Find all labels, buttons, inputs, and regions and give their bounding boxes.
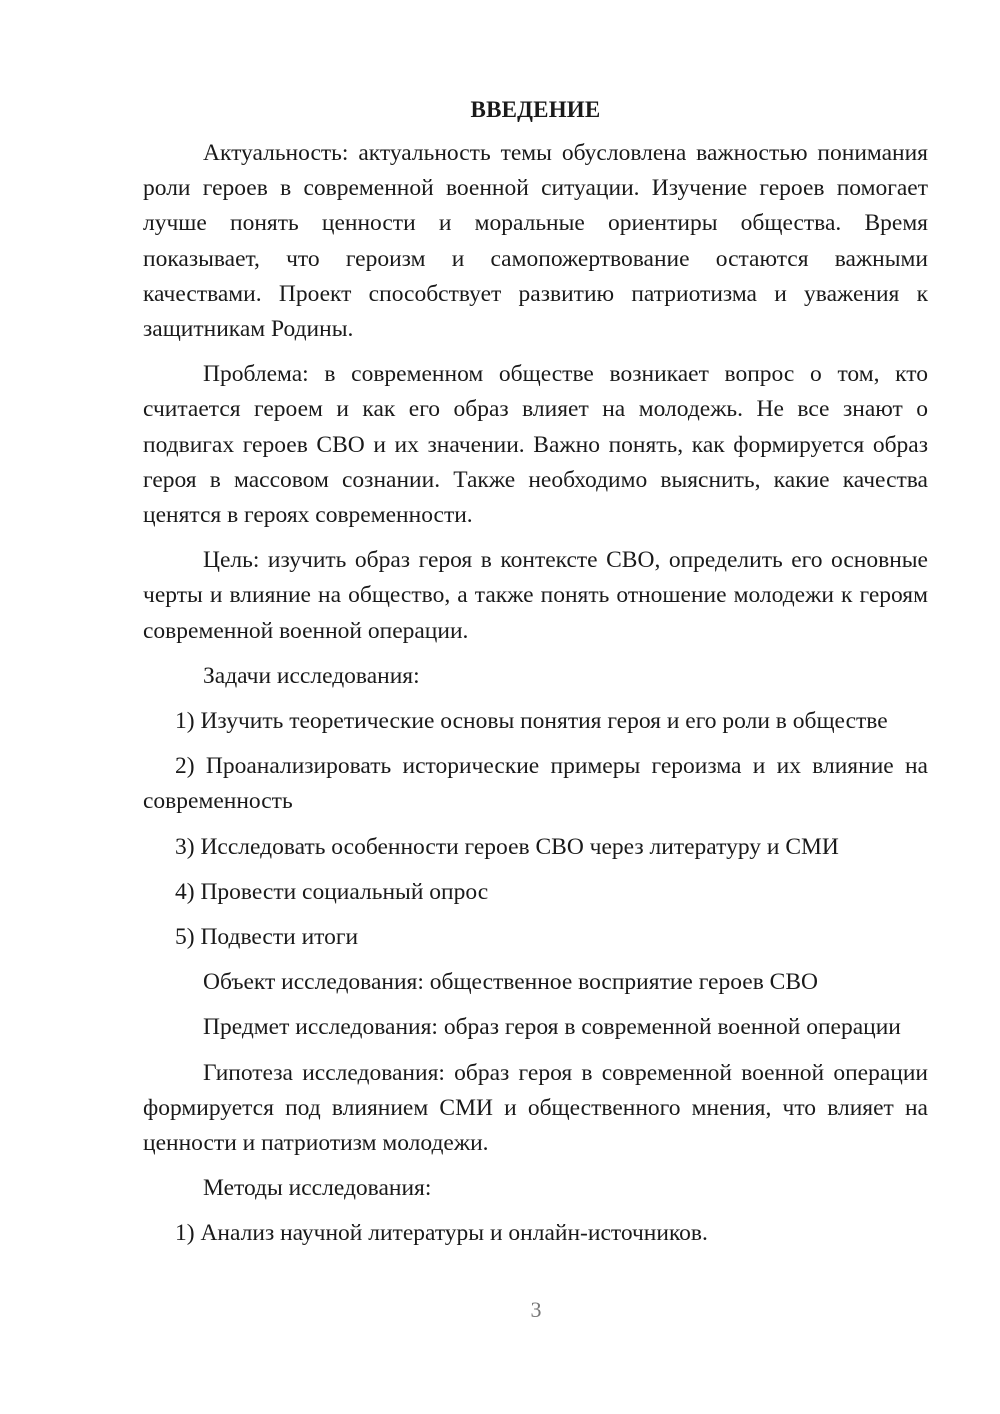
paragraph-hypothesis: Гипотеза исследования: образ героя в современной военной операции формируется под влиянием СМИ и общественного мнения, что влияет на ценности и патриотизм молодежи. [143,1059,928,1157]
task-item-3: 3) Исследовать особенности героев СВО через литературу и СМИ [175,833,839,860]
document-page [143,90,928,1252]
method-item-1: 1) Анализ научной литературы и онлайн-источников. [175,1220,708,1247]
paragraph-relevance: Актуальность: актуальность темы обусловлена важностью понимания роли героев в современной военной ситуации. Изучение героев помогает лучше понять ценности и моральные ориентиры общества. Время показывает, что героизм и самопожертвование остаются важными качествами. Проект способствует развитию патриотизма и уважения к защитникам Родины. [143,140,928,343]
paragraph-problem: Проблема: в современном обществе возникает вопрос о том, кто считается героем и как его образ влияет на молодежь. Не все знают о подвигах героев СВО и их значении. Важно понять, как формируется образ героя в массовом сознании. Также необходимо выяснить, какие качества ценятся в героях современности. [143,361,928,529]
section-title: ВВЕДЕНИЕ [470,97,601,122]
paragraph-subject: Предмет исследования: образ героя в современной военной операции [203,1014,901,1041]
paragraph-object: Объект исследования: общественное восприятие героев СВО [203,969,818,996]
methods-heading: Методы исследования: [203,1175,432,1202]
task-item-4: 4) Провести социальный опрос [175,878,489,905]
page-number: 3 [530,1297,542,1322]
tasks-heading: Задачи исследования: [203,662,420,689]
task-item-2: 2) Проанализировать исторические примеры героизма и их влияние на современность [143,753,928,815]
task-item-5: 5) Подвести итоги [175,924,359,951]
task-item-1: 1) Изучить теоретические основы понятия героя и его роли в обществе [175,708,888,735]
paragraph-goal: Цель: изучить образ героя в контексте СВО, определить его основные черты и влияние на общество, а также понять отношение молодежи к героям современной военной операции. [143,547,928,644]
